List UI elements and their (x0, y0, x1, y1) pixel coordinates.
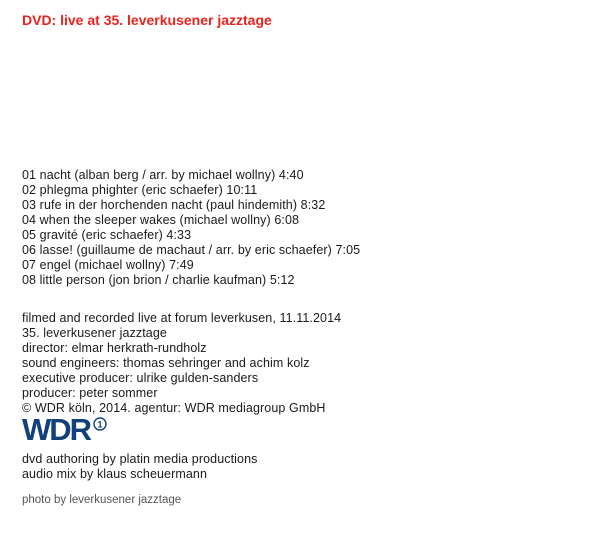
track-item: 08 little person (jon brion / charlie kaufman) 5:12 (22, 273, 295, 287)
track-item: 03 rufe in der horchenden nacht (paul hindemith) 8:32 (22, 198, 326, 212)
credit-line: © WDR köln, 2014. agentur: WDR mediagroup GmbH (22, 401, 326, 415)
authoring-line: audio mix by klaus scheuermann (22, 467, 208, 481)
authoring-block (22, 452, 258, 482)
authoring-line: dvd authoring by platin media productions (22, 452, 258, 466)
track-item: 04 when the sleeper wakes (michael wollny) 6:08 (22, 213, 300, 227)
track-item: 05 gravité (eric schaefer) 4:33 (22, 228, 192, 242)
wdr-logo-text: WDR (22, 412, 91, 447)
track-item: 01 nacht (alban berg / arr. by michael wollny) 4:40 (22, 168, 304, 182)
track-item: 07 engel (michael wollny) 7:49 (22, 258, 194, 272)
credit-line: executive producer: ulrike gulden-sanders (22, 371, 259, 385)
credit-line: sound engineers: thomas sehringer and achim kolz (22, 356, 310, 370)
credit-line: 35. leverkusener jazztage (22, 326, 167, 340)
track-item: 02 phlegma phighter (eric schaefer) 10:11 (22, 183, 258, 197)
wdr-logo (22, 412, 107, 447)
credits-block (22, 311, 341, 416)
credit-line: producer: peter sommer (22, 386, 158, 400)
photo-credit: photo by leverkusener jazztage (22, 494, 182, 506)
ard-one-text: 1 (97, 419, 103, 430)
credit-line: filmed and recorded live at forum leverkusen, 11.11.2014 (22, 311, 342, 325)
credit-line: director: elmar herkrath-rundholz (22, 341, 207, 355)
ard-one-icon (93, 417, 107, 431)
track-item: 06 lasse! (guillaume de machaut / arr. by eric schaefer) 7:05 (22, 243, 361, 257)
page-title: DVD: live at 35. leverkusener jazztage (22, 12, 272, 28)
track-list (22, 168, 360, 288)
